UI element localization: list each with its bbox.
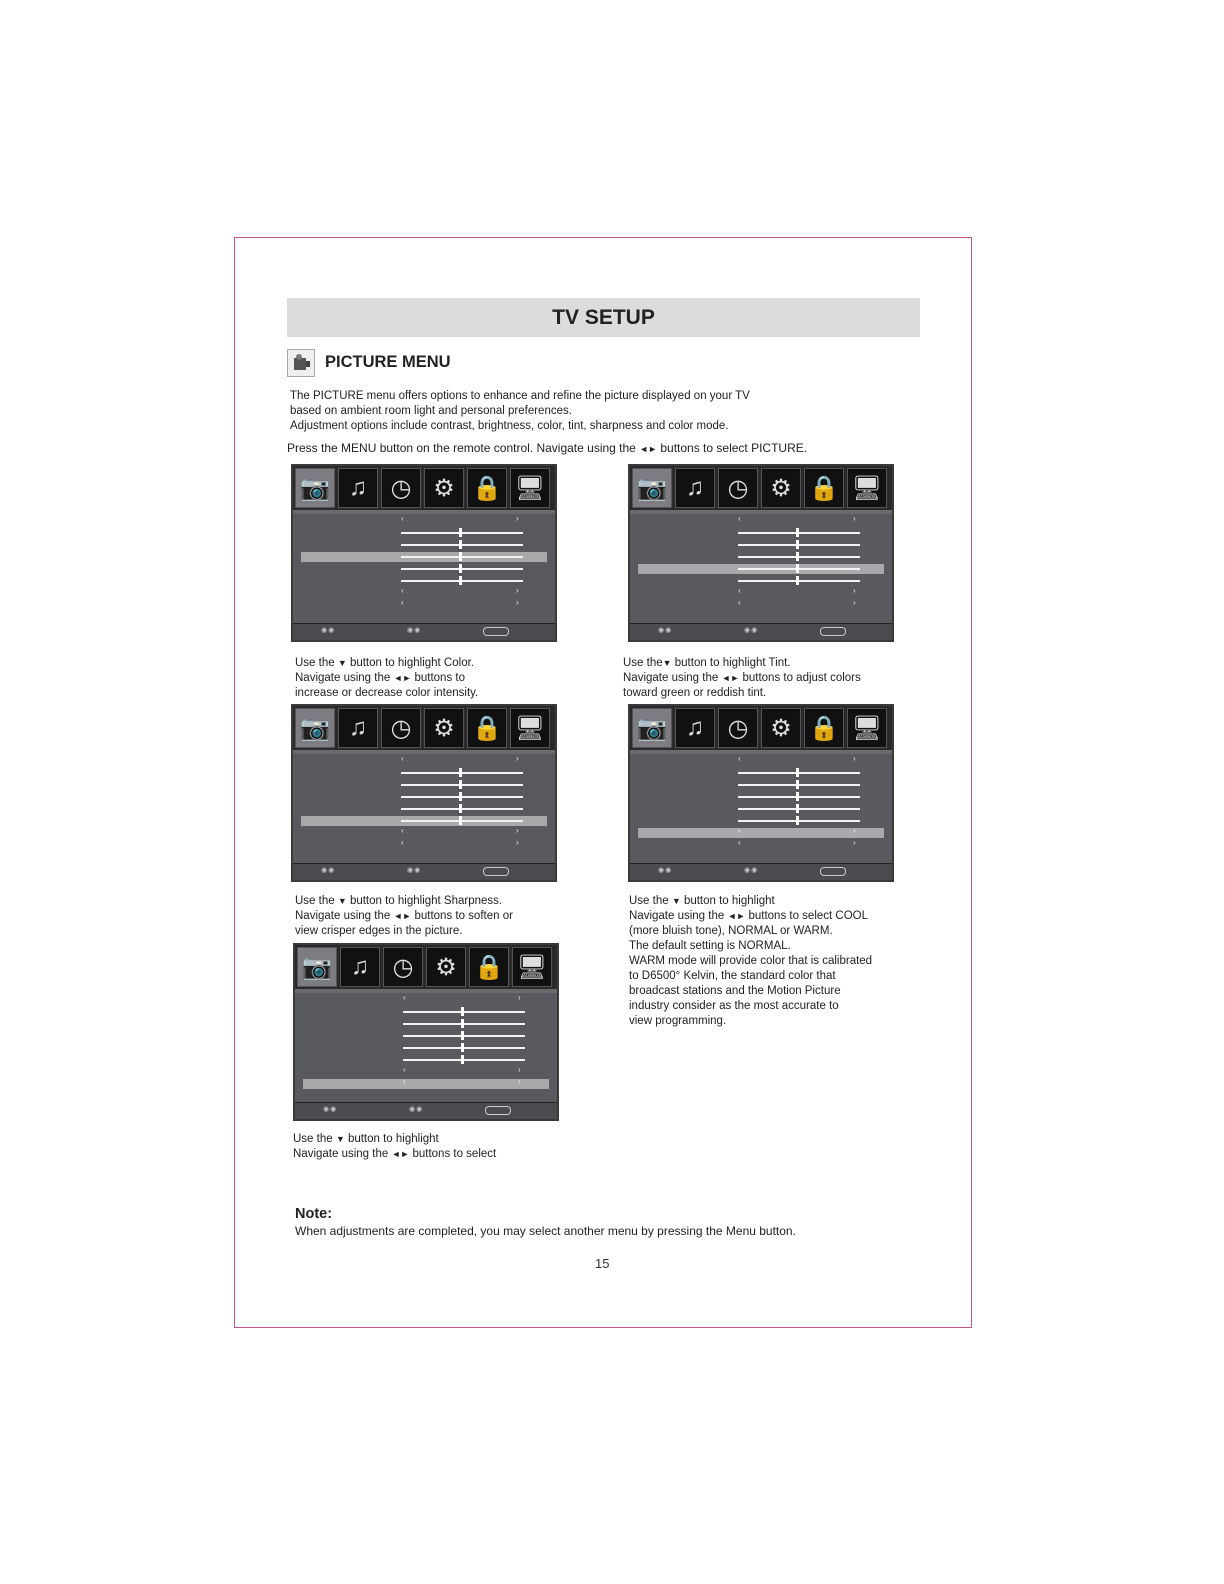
intro-line: Adjustment options include contrast, brightness, color, tint, sharpness and color mode. [290, 420, 729, 432]
chevron-right-icon[interactable]: › [516, 826, 519, 835]
chevron-left-icon[interactable]: ‹ [738, 598, 741, 607]
screen-footer [295, 1102, 557, 1119]
picture-camera-icon[interactable]: 📷 [295, 708, 335, 748]
left-right-arrow-icon: ◄► [393, 911, 412, 921]
slider-track[interactable] [738, 556, 860, 558]
slider-knob[interactable] [461, 1031, 464, 1040]
menu-button-icon [485, 1106, 511, 1115]
menu-button-icon [820, 867, 846, 876]
menu-row[interactable] [301, 564, 547, 574]
screen-tint-2 [628, 704, 894, 882]
chevron-left-icon[interactable]: ‹ [403, 1065, 406, 1074]
menu-row[interactable] [638, 840, 884, 850]
note-text: When adjustments are completed, you may select another menu by pressing the Menu button. [295, 1224, 796, 1238]
slider-knob[interactable] [796, 768, 799, 777]
monitor-icon[interactable]: 🖥 [510, 468, 550, 508]
clock-icon[interactable]: ◷ [381, 708, 421, 748]
chevron-left-icon[interactable]: ‹ [401, 754, 404, 763]
screen-footer [293, 863, 555, 880]
menu-row[interactable] [303, 995, 549, 1005]
slider-knob[interactable] [459, 576, 462, 585]
menu-row[interactable] [303, 1031, 549, 1041]
intro-line: based on ambient room light and personal preferences. [290, 405, 572, 417]
slider-track[interactable] [738, 544, 860, 546]
adjust-icon: ◉◉ [744, 867, 759, 874]
caption-color: Use the ▼ button to highlight Color. Navigate using the ◄► buttons to increase or decrease color intensity. [295, 657, 479, 699]
menu-row[interactable] [301, 588, 547, 598]
menu-list [630, 754, 892, 864]
slider-track[interactable] [738, 772, 860, 774]
navigate-icon: ◉◉ [321, 627, 336, 634]
slider-track[interactable] [403, 1047, 525, 1049]
left-right-arrow-icon: ◄► [639, 444, 658, 454]
menu-row[interactable] [301, 828, 547, 838]
picture-camera-icon[interactable]: 📷 [632, 468, 672, 508]
clock-icon[interactable]: ◷ [718, 708, 758, 748]
menu-row[interactable] [638, 768, 884, 778]
slider-knob[interactable] [459, 816, 462, 825]
chevron-right-icon[interactable]: › [516, 514, 519, 523]
chevron-left-icon[interactable]: ‹ [401, 514, 404, 523]
adjust-icon: ◉◉ [744, 627, 759, 634]
chevron-left-icon[interactable]: ‹ [738, 754, 741, 763]
menu-row[interactable] [301, 528, 547, 538]
clock-icon[interactable]: ◷ [383, 947, 423, 987]
left-right-arrow-icon: ◄► [391, 1149, 410, 1159]
slider-knob[interactable] [459, 780, 462, 789]
settings-tools-icon[interactable]: ⚙ [424, 468, 464, 508]
menu-row[interactable] [638, 528, 884, 538]
slider-knob[interactable] [796, 780, 799, 789]
menu-row[interactable] [303, 1019, 549, 1029]
menu-row[interactable] [301, 540, 547, 550]
down-arrow-icon: ▼ [671, 896, 681, 906]
picture-camera-icon[interactable]: 📷 [295, 468, 335, 508]
menu-button-icon [483, 627, 509, 636]
menu-icon-row [630, 706, 892, 750]
slider-knob[interactable] [796, 816, 799, 825]
slider-knob[interactable] [461, 1055, 464, 1064]
slider-track[interactable] [401, 532, 523, 534]
chevron-right-icon[interactable]: › [853, 586, 856, 595]
menu-row[interactable] [301, 516, 547, 526]
menu-row[interactable] [303, 1043, 549, 1053]
chevron-left-icon[interactable]: ‹ [401, 598, 404, 607]
menu-row[interactable] [638, 588, 884, 598]
slider-knob[interactable] [796, 528, 799, 537]
menu-row[interactable] [301, 840, 547, 850]
navigate-icon: ◉◉ [321, 867, 336, 874]
chevron-left-icon[interactable]: ‹ [401, 838, 404, 847]
chevron-right-icon[interactable]: › [518, 1065, 521, 1074]
caption-color-mode: Use the ▼ button to highlight Navigate using the ◄► buttons to select [293, 1133, 497, 1160]
menu-icon-row [295, 945, 557, 989]
audio-music-icon[interactable]: ♫ [338, 468, 378, 508]
screen-tint-1 [628, 464, 894, 642]
menu-icon-row [293, 706, 555, 750]
slider-track[interactable] [403, 1023, 525, 1025]
menu-list [293, 754, 555, 864]
monitor-icon[interactable]: 🖥 [512, 947, 552, 987]
down-arrow-icon: ▼ [337, 658, 347, 668]
audio-music-icon[interactable]: ♫ [340, 947, 380, 987]
screen-footer [630, 863, 892, 880]
picture-camera-icon [287, 349, 315, 377]
slider-track[interactable] [401, 796, 523, 798]
menu-row[interactable] [301, 792, 547, 802]
slider-knob[interactable] [459, 792, 462, 801]
intro-paragraph [290, 389, 750, 434]
left-right-arrow-icon: ◄► [393, 673, 412, 683]
slider-knob[interactable] [461, 1043, 464, 1052]
menu-button-icon [820, 627, 846, 636]
menu-row[interactable] [638, 600, 884, 610]
menu-row[interactable] [638, 756, 884, 766]
picture-camera-icon[interactable]: 📷 [632, 708, 672, 748]
menu-row[interactable] [638, 540, 884, 550]
chevron-left-icon[interactable]: ‹ [401, 826, 404, 835]
lock-icon[interactable]: 🔒 [467, 468, 507, 508]
monitor-icon[interactable]: 🖥 [510, 708, 550, 748]
adjust-icon: ◉◉ [407, 627, 422, 634]
settings-tools-icon[interactable]: ⚙ [426, 947, 466, 987]
left-right-arrow-icon: ◄► [727, 911, 746, 921]
menu-row[interactable] [638, 828, 884, 838]
audio-music-icon[interactable]: ♫ [338, 708, 378, 748]
menu-row[interactable] [301, 600, 547, 610]
slider-knob[interactable] [796, 792, 799, 801]
chevron-right-icon[interactable]: › [516, 754, 519, 763]
section-title: PICTURE MENU [325, 353, 451, 371]
chevron-right-icon[interactable]: › [853, 838, 856, 847]
menu-row[interactable] [303, 1007, 549, 1017]
settings-tools-icon[interactable]: ⚙ [424, 708, 464, 748]
clock-icon[interactable]: ◷ [381, 468, 421, 508]
monitor-icon[interactable]: 🖥 [847, 468, 887, 508]
chevron-right-icon[interactable]: › [518, 993, 521, 1002]
lock-icon[interactable]: 🔒 [804, 708, 844, 748]
screen-footer [630, 623, 892, 640]
slider-track[interactable] [401, 808, 523, 810]
slider-knob[interactable] [459, 768, 462, 777]
menu-row[interactable] [638, 552, 884, 562]
chevron-left-icon[interactable]: ‹ [401, 586, 404, 595]
menu-row[interactable] [638, 780, 884, 790]
chevron-right-icon[interactable]: › [518, 1077, 521, 1086]
menu-row[interactable] [301, 816, 547, 826]
audio-music-icon[interactable]: ♫ [675, 708, 715, 748]
menu-row[interactable] [301, 780, 547, 790]
slider-knob[interactable] [459, 540, 462, 549]
down-arrow-icon: ▼ [662, 658, 672, 668]
adjust-icon: ◉◉ [409, 1106, 424, 1113]
slider-track[interactable] [403, 1035, 525, 1037]
chevron-left-icon[interactable]: ‹ [738, 826, 741, 835]
lock-icon[interactable]: 🔒 [469, 947, 509, 987]
chevron-left-icon[interactable]: ‹ [403, 1077, 406, 1086]
slider-track[interactable] [738, 784, 860, 786]
menu-icon-row [630, 466, 892, 510]
menu-row[interactable] [638, 816, 884, 826]
slider-knob[interactable] [796, 552, 799, 561]
screen-color-1 [291, 464, 557, 642]
menu-row[interactable] [638, 516, 884, 526]
menu-icon-row [293, 466, 555, 510]
slider-knob[interactable] [459, 564, 462, 573]
chevron-left-icon[interactable]: ‹ [738, 514, 741, 523]
slider-track[interactable] [738, 808, 860, 810]
navigate-icon: ◉◉ [658, 627, 673, 634]
menu-list [295, 993, 557, 1103]
caption-tint: Use the▼ button to highlight Tint. Navigate using the ◄► buttons to adjust colors toward green or reddish tint. [623, 657, 861, 699]
slider-track[interactable] [401, 544, 523, 546]
clock-icon[interactable]: ◷ [718, 468, 758, 508]
navigate-icon: ◉◉ [323, 1106, 338, 1113]
menu-row[interactable] [301, 552, 547, 562]
menu-row[interactable] [303, 1055, 549, 1065]
slider-knob[interactable] [796, 576, 799, 585]
slider-track[interactable] [403, 1011, 525, 1013]
menu-row[interactable] [301, 804, 547, 814]
menu-row[interactable] [301, 576, 547, 586]
menu-row[interactable] [303, 1079, 549, 1089]
picture-camera-icon[interactable]: 📷 [297, 947, 337, 987]
menu-list [293, 514, 555, 624]
chevron-right-icon[interactable]: › [853, 754, 856, 763]
chevron-left-icon[interactable]: ‹ [403, 993, 406, 1002]
menu-row[interactable] [303, 1067, 549, 1077]
left-right-arrow-icon: ◄► [721, 673, 740, 683]
slider-track[interactable] [738, 568, 860, 570]
chevron-right-icon[interactable]: › [516, 838, 519, 847]
slider-track[interactable] [738, 820, 860, 822]
screen-footer [293, 623, 555, 640]
menu-row[interactable] [301, 756, 547, 766]
audio-music-icon[interactable]: ♫ [675, 468, 715, 508]
lock-icon[interactable]: 🔒 [467, 708, 507, 748]
menu-row[interactable] [638, 804, 884, 814]
monitor-icon[interactable]: 🖥 [847, 708, 887, 748]
instruction-text: Press the MENU button on the remote control. Navigate using the ◄► buttons to select PICTURE. [287, 441, 808, 455]
slider-track[interactable] [738, 532, 860, 534]
chevron-left-icon[interactable]: ‹ [738, 586, 741, 595]
slider-knob[interactable] [796, 804, 799, 813]
note-heading: Note: [295, 1206, 333, 1222]
adjust-icon: ◉◉ [407, 867, 422, 874]
chevron-right-icon[interactable]: › [853, 514, 856, 523]
slider-track[interactable] [738, 580, 860, 582]
slider-knob[interactable] [461, 1007, 464, 1016]
slider-knob[interactable] [796, 564, 799, 573]
down-arrow-icon: ▼ [335, 1134, 345, 1144]
slider-track[interactable] [401, 568, 523, 570]
slider-knob[interactable] [459, 804, 462, 813]
screen-color-mode [293, 943, 559, 1121]
page-title: TV SETUP [287, 298, 920, 337]
down-arrow-icon: ▼ [337, 896, 347, 906]
slider-knob[interactable] [459, 552, 462, 561]
menu-row[interactable] [301, 768, 547, 778]
chevron-right-icon[interactable]: › [516, 598, 519, 607]
slider-knob[interactable] [461, 1019, 464, 1028]
menu-list [630, 514, 892, 624]
chevron-right-icon[interactable]: › [853, 826, 856, 835]
page-number: 15 [595, 1256, 610, 1271]
screen-color-2 [291, 704, 557, 882]
slider-track[interactable] [403, 1059, 525, 1061]
caption-color-temperature: Use the ▼ button to highlight Navigate using the ◄► buttons to select COOL (more bluish tone), NORMAL or WARM. The default setting is NORMAL. WARM mode will provide color that is calibrated to D6500° Kelvin, the standard color that broadcast stations and the Motion Picture industry consider as the most accurate to view programming. [629, 895, 873, 1027]
slider-track[interactable] [738, 796, 860, 798]
menu-row[interactable] [638, 576, 884, 586]
slider-knob[interactable] [796, 540, 799, 549]
intro-line: The PICTURE menu offers options to enhance and refine the picture displayed on your TV [290, 390, 750, 402]
menu-button-icon [483, 867, 509, 876]
slider-track[interactable] [401, 772, 523, 774]
menu-row[interactable] [638, 564, 884, 574]
slider-knob[interactable] [459, 528, 462, 537]
slider-track[interactable] [401, 784, 523, 786]
slider-track[interactable] [401, 580, 523, 582]
navigate-icon: ◉◉ [658, 867, 673, 874]
settings-tools-icon[interactable]: ⚙ [761, 708, 801, 748]
lock-icon[interactable]: 🔒 [804, 468, 844, 508]
chevron-right-icon[interactable]: › [516, 586, 519, 595]
chevron-right-icon[interactable]: › [853, 598, 856, 607]
slider-track[interactable] [401, 556, 523, 558]
settings-tools-icon[interactable]: ⚙ [761, 468, 801, 508]
chevron-left-icon[interactable]: ‹ [738, 838, 741, 847]
slider-track[interactable] [401, 820, 523, 822]
caption-sharpness: Use the ▼ button to highlight Sharpness. Navigate using the ◄► buttons to soften or view crisper edges in the picture. [295, 895, 513, 937]
menu-row[interactable] [638, 792, 884, 802]
